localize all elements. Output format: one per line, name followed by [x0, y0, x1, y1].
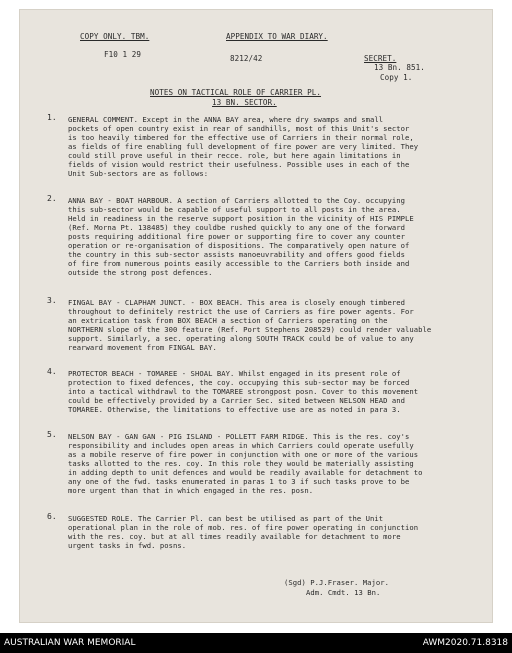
paragraph-3-line: FINGAL BAY - CLAPHAM JUNCT. - BOX BEACH. This area is closely enough timbered [68, 298, 406, 307]
paragraph-6-line: urgent tasks in fwd. posns. [68, 541, 187, 550]
paragraph-5-line: in adding depth to unit defences and would be readily available for detachment to [68, 468, 423, 477]
paragraph-5-line: tasks allotted to the res. coy. In this role they would be materially assisting [68, 459, 414, 468]
paragraph-3-line: rearward movement from FINGAL BAY. [68, 343, 217, 352]
paragraph-3-line: an extrication task from BOX BEACH a section of Carriers operating on the [68, 316, 388, 325]
paragraph-4-line: TOMAREE. Otherwise, the limitations to effective use are as noted in para 3. [68, 405, 401, 414]
paragraph-6-line: operational plan in the role of mob. res. of fire power operating in conjunction [68, 523, 419, 532]
signature-name: (Sgd) P.J.Fraser. Major. [284, 578, 390, 587]
paragraph-4-line: could be effectively provided by a Carrier Sec. sited between NELSON HEAD and [68, 396, 406, 405]
paragraph-3-line: NORTHERN slope of the 300 feature (Ref. Port Stephens 208529) could render valuable [68, 325, 432, 334]
paragraph-1-number: 1. [47, 113, 57, 122]
paragraph-1-line: fields of vision would restrict their usefulness. Possible uses in each of the [68, 160, 410, 169]
paragraph-2-line: Held in readiness in the reserve support position in the vicinity of HIS PIMPLE [68, 214, 414, 223]
appendix-heading: APPENDIX TO WAR DIARY. [226, 32, 328, 41]
paragraph-5-line: NELSON BAY - GAN GAN - PIG ISLAND - POLLETT FARM RIDGE. This is the res. coy's [68, 432, 410, 441]
paragraph-3-line: support. Similarly, a sec. operating along SOUTH TRACK could be of value to any [68, 334, 414, 343]
paragraph-1-line: is too heavily timbered for the effective use of Carriers in their normal role, [68, 133, 414, 142]
copy-only-note: COPY ONLY. TBM. [80, 32, 150, 41]
paragraph-5-line: as a mobile reserve of fire power in conjunction with one or more of the various [68, 450, 419, 459]
paragraph-4-line: protection to fixed defences, the coy. occupying this sub-sector may be forced [68, 378, 410, 387]
paragraph-2-line: outside the strong post defences. [68, 268, 213, 277]
reference-number: 8212/42 [230, 54, 263, 63]
archive-name: AUSTRALIAN WAR MEMORIAL [4, 638, 136, 648]
paragraph-1-line: could still prove useful in their recce. role, but here again limitations in [68, 151, 401, 160]
signature-title: Adm. Cmdt. 13 Bn. [306, 588, 381, 597]
paragraph-2-line: ANNA BAY - BOAT HARBOUR. A section of Carriers allotted to the Coy. occupying [68, 196, 406, 205]
paragraph-1-line: as fields of fire enabling full development of fire power are very limited. They [68, 142, 419, 151]
paragraph-2-line: of fire from numerous points easily accessible to the Carriers both inside and [68, 259, 410, 268]
archive-footer-bar [0, 633, 512, 653]
unit-label: 13 Bn. 851. [374, 63, 425, 72]
paragraph-2-line: the country in this sub-sector assists manoeuvrability and offers good fields [68, 250, 406, 259]
paragraph-5-line: responsibility and includes open areas in which Carriers could operate usefully [68, 441, 414, 450]
document-subtitle: 13 BN. SECTOR. [212, 98, 277, 107]
paragraph-2-line: posts requiring additional fire power or supporting fire to cover any counter [68, 232, 406, 241]
paragraph-4-number: 4. [47, 367, 57, 376]
paragraph-2-line: operation or re-organisation of dispositions. The comparatively open nature of [68, 241, 410, 250]
copy-number: Copy 1. [380, 73, 413, 82]
paragraph-3-line: throughout to definitely restrict the use of Carriers as fire power agents. For [68, 307, 414, 316]
file-reference: F10 1 29 [104, 50, 141, 59]
paragraph-4-line: into a tactical withdrawl to the TOMAREE strongpost posn. Cover to this movement [68, 387, 419, 396]
paragraph-2-number: 2. [47, 194, 57, 203]
paragraph-6-line: with the res. coy. but at all times readily available for detachment to more [68, 532, 401, 541]
paragraph-5-number: 5. [47, 430, 57, 439]
document-title: NOTES ON TACTICAL ROLE OF CARRIER PL. [150, 88, 322, 97]
paragraph-4-line: PROTECTOR BEACH - TOMAREE - SHOAL BAY. Whilst engaged in its present role of [68, 369, 401, 378]
classification-label: SECRET. [364, 54, 397, 63]
paragraph-5-line: any one of the fwd. tasks enumerated in paras 1 to 3 if such tasks prove to be [68, 477, 410, 486]
paragraph-6-line: SUGGESTED ROLE. The Carrier Pl. can best be utilised as part of the Unit [68, 514, 384, 523]
paragraph-2-line: (Ref. Morna Pt. 138485) they couldbe rushed quickly to any one of the forward [68, 223, 406, 232]
paragraph-2-line: this sub-sector would be capable of useful support to all posts in the area. [68, 205, 401, 214]
archive-reference: AWM2020.71.8318 [422, 638, 508, 648]
paragraph-5-line: more urgent than that in which engaged in the res. posn. [68, 486, 314, 495]
paragraph-1-line: Unit Sub-sectors are as follows: [68, 169, 209, 178]
paragraph-6-number: 6. [47, 512, 57, 521]
paragraph-3-number: 3. [47, 296, 57, 305]
paragraph-1-line: pockets of open country exist in rear of sandhills, most of this Unit's sector [68, 124, 410, 133]
paragraph-1-line: GENERAL COMMENT. Except in the ANNA BAY area, where dry swamps and small [68, 115, 384, 124]
